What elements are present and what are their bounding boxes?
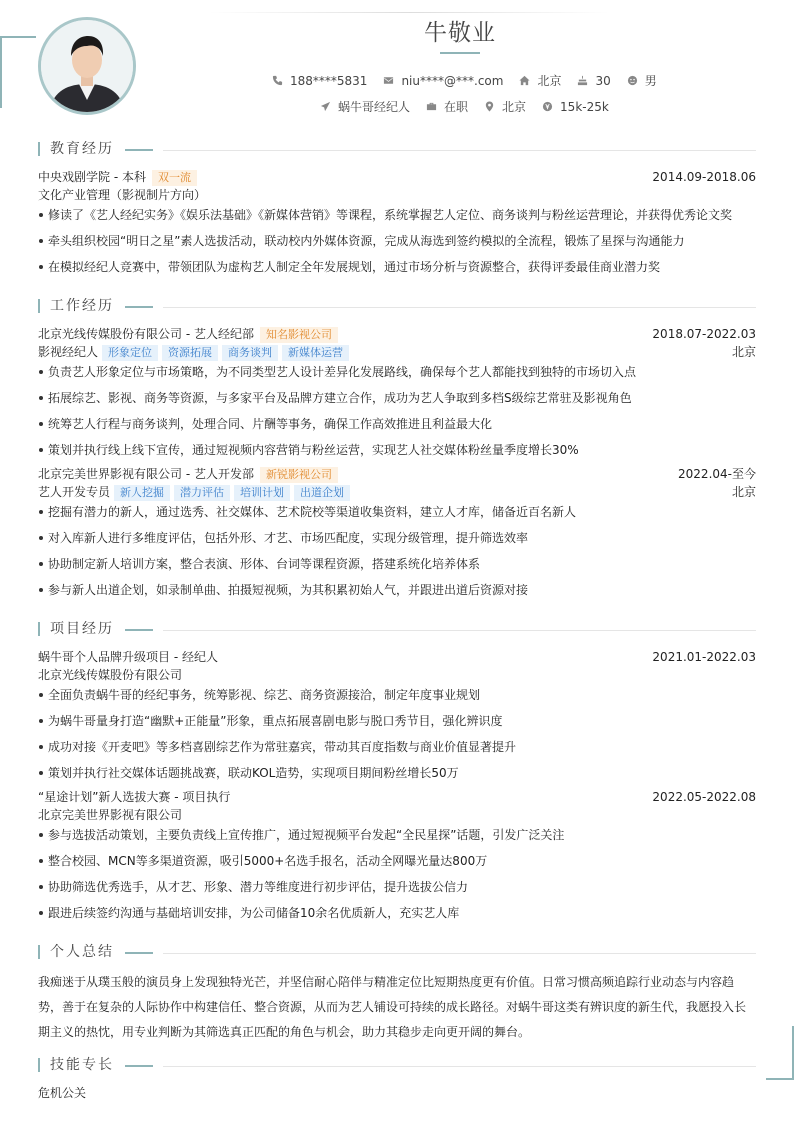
contact-row-2 [320, 98, 625, 115]
list-item: 为蜗牛哥量身打造“幽默+正能量”形象，重点拓展喜剧电影与脱口秀节目，强化辨识度 [38, 713, 756, 729]
top-divider [210, 12, 610, 13]
list-item: 全面负责蜗牛哥的经纪事务，统筹影视、综艺、商务资源接洽，制定年度事业规划 [38, 687, 756, 703]
school-tag: 双一流 [152, 170, 197, 186]
skills-text: 危机公关 [38, 1086, 87, 1100]
briefcase-icon [426, 101, 437, 112]
project-date: 2022.05-2022.08 [652, 790, 756, 804]
job-city: 北京 [731, 345, 756, 359]
email-text: niu****@***.com [401, 73, 504, 88]
list-item: 协助筛选优秀选手，从才艺、形象、潜力等维度进行初步评估，提升选拔公信力 [38, 879, 756, 895]
major: 文化产业管理（影视制片方向） [38, 188, 207, 202]
list-item: 统筹艺人行程与商务谈判，处理合同、片酬等事务，确保工作高效推进且利益最大化 [38, 416, 756, 432]
section-projects [38, 620, 756, 638]
age-text: 30 [595, 73, 611, 88]
job-header [38, 466, 756, 483]
contact-row-1 [272, 72, 673, 89]
cake-icon [577, 75, 588, 86]
list-item: 参与选拔活动策划，主要负责线上宣传推广，通过短视频平台发起“全民星探”话题，引发广泛关注 [38, 827, 756, 843]
salary-icon [542, 101, 553, 112]
salary-text: 15k-25k [560, 99, 609, 114]
section-title: 技能专长 [50, 1057, 114, 1073]
gender-text: 男 [644, 74, 657, 88]
list-item: 策划并执行线上线下宣传，通过短视频内容营销与粉丝运营，实现艺人社交媒体粉丝量季度增长30% [38, 442, 756, 458]
job-company: 北京光线传媒股份有限公司 - 艺人经纪部 [38, 327, 254, 341]
company-tag: 知名影视公司 [260, 327, 338, 343]
list-item: 策划并执行社交媒体话题挑战赛，联动KOL造势，实现项目期间粉丝增长50万 [38, 765, 756, 781]
gender-icon [627, 75, 638, 86]
job-position-row [38, 484, 756, 501]
education-date: 2014.09-2018.06 [652, 170, 756, 184]
mail-icon [383, 75, 394, 86]
target-city-item [484, 98, 526, 115]
education-header [38, 169, 756, 186]
list-item: 在模拟经纪人竞赛中，带领团队为虚构艺人制定全年发展规划，通过市场分析与资源整合，获得评委最佳商业潜力奖 [38, 259, 756, 275]
city-item [519, 72, 561, 89]
list-item: 整合校园、MCN等多渠道资源，吸引5000+名选手报名，活动全网曝光量达800万 [38, 853, 756, 869]
school-name: 中央戏剧学院 - 本科 [38, 170, 146, 184]
section-skills [38, 1056, 756, 1074]
job-position: 艺人开发专员 [38, 485, 111, 499]
job-position-row [38, 344, 756, 361]
city-text: 北京 [537, 74, 562, 88]
project-org: 北京完美世界影视有限公司 [38, 808, 183, 822]
summary-text: 我痴迷于从璞玉般的演员身上发现独特光芒，并坚信耐心陪伴与精准定位比短期热度更有价值。日常习惯高频追踪行业动态与内容趋势，善于在复杂的人际协作中构建信任、整合资源，从而为艺人铺设可持续的成长路径。对蜗牛哥这类有辨识度的新生代，我愿投入长期主义的热忱，用专业判断为其筛选真正匹配的角色与机会，助力其稳步走向更开阔的舞台。 [38, 975, 747, 1039]
list-item: 参与新人出道企划，如录制单曲、拍摄短视频，为其积累初始人气，并跟进出道后资源对接 [38, 582, 756, 598]
job-date: 2022.04-至今 [678, 467, 756, 481]
skill-tag: 资源拓展 [162, 345, 218, 361]
project-date: 2021.01-2022.03 [652, 650, 756, 664]
company-tag: 新锐影视公司 [260, 467, 338, 483]
send-icon [320, 101, 331, 112]
section-title: 教育经历 [50, 141, 114, 157]
job-position: 影视经纪人 [38, 345, 99, 359]
section-title: 工作经历 [50, 298, 114, 314]
target-role-text: 蜗牛哥经纪人 [338, 100, 411, 114]
skill-tag: 潜力评估 [174, 485, 230, 501]
list-item: 负责艺人形象定位与市场策略，为不同类型艺人设计差异化发展路线，确保每个艺人都能找到独特的市场切入点 [38, 364, 756, 380]
section-work [38, 297, 756, 315]
skill-tag: 出道企划 [294, 485, 350, 501]
project-name: 蜗牛哥个人品牌升级项目 - 经纪人 [38, 650, 218, 664]
list-item: 挖掘有潜力的新人，通过选秀、社交媒体、艺术院校等渠道收集资料，建立人才库，储备近百名新人 [38, 504, 756, 520]
target-city-text: 北京 [502, 100, 527, 114]
job-date: 2018.07-2022.03 [652, 327, 756, 341]
job-header [38, 326, 756, 343]
skill-tag: 商务谈判 [222, 345, 278, 361]
location-icon [484, 101, 495, 112]
salary-item [542, 100, 609, 114]
phone-item [272, 74, 367, 88]
gender-item [627, 72, 657, 89]
job-company: 北京完美世界影视有限公司 - 艺人开发部 [38, 467, 254, 481]
status-text: 在职 [444, 100, 469, 114]
age-item [577, 74, 610, 88]
section-title: 个人总结 [50, 944, 114, 960]
list-item: 拓展综艺、影视、商务等资源，与多家平台及品牌方建立合作，成功为艺人争取到多档S级综艺常驻及影视角色 [38, 390, 756, 406]
list-item: 修读了《艺人经纪实务》《娱乐法基础》《新媒体营销》等课程，系统掌握艺人定位、商务谈判与粉丝运营理论，并获得优秀论文奖 [38, 207, 756, 223]
phone-text: 188****5831 [290, 73, 368, 88]
email-item [383, 74, 503, 88]
skill-tag: 形象定位 [102, 345, 158, 361]
corner-decoration-bottom-right [766, 1026, 794, 1080]
target-role-item [320, 98, 410, 115]
name-underline [440, 52, 480, 54]
section-title: 项目经历 [50, 621, 114, 637]
job-city: 北京 [731, 485, 756, 499]
list-item: 牵头组织校园“明日之星”素人选拔活动，联动校内外媒体资源，完成从海选到签约模拟的全流程，锻炼了星探与沟通能力 [38, 233, 756, 249]
section-summary [38, 943, 756, 961]
list-item: 对入库新人进行多维度评估，包括外形、才艺、市场匹配度，实现分级管理，提升筛选效率 [38, 530, 756, 546]
project-header [38, 649, 756, 665]
list-item: 成功对接《开麦吧》等多档喜剧综艺作为常驻嘉宾，带动其百度指数与商业价值显著提升 [38, 739, 756, 755]
list-item: 协助制定新人培训方案，整合表演、形体、台词等课程资源，搭建系统化培养体系 [38, 556, 756, 572]
project-org: 北京光线传媒股份有限公司 [38, 668, 183, 682]
skill-tag: 新媒体运营 [282, 345, 349, 361]
skill-tag: 培训计划 [234, 485, 290, 501]
project-name: “星途计划”新人选拔大赛 - 项目执行 [38, 790, 231, 804]
phone-icon [272, 75, 283, 86]
section-education [38, 140, 756, 158]
project-header [38, 789, 756, 805]
list-item: 跟进后续签约沟通与基础培训安排，为公司储备10余名优质新人，充实艺人库 [38, 905, 756, 921]
candidate-name: 牛敬业 [424, 20, 496, 46]
home-icon [519, 75, 530, 86]
skill-tag: 新人挖掘 [114, 485, 170, 501]
status-item [426, 98, 468, 115]
